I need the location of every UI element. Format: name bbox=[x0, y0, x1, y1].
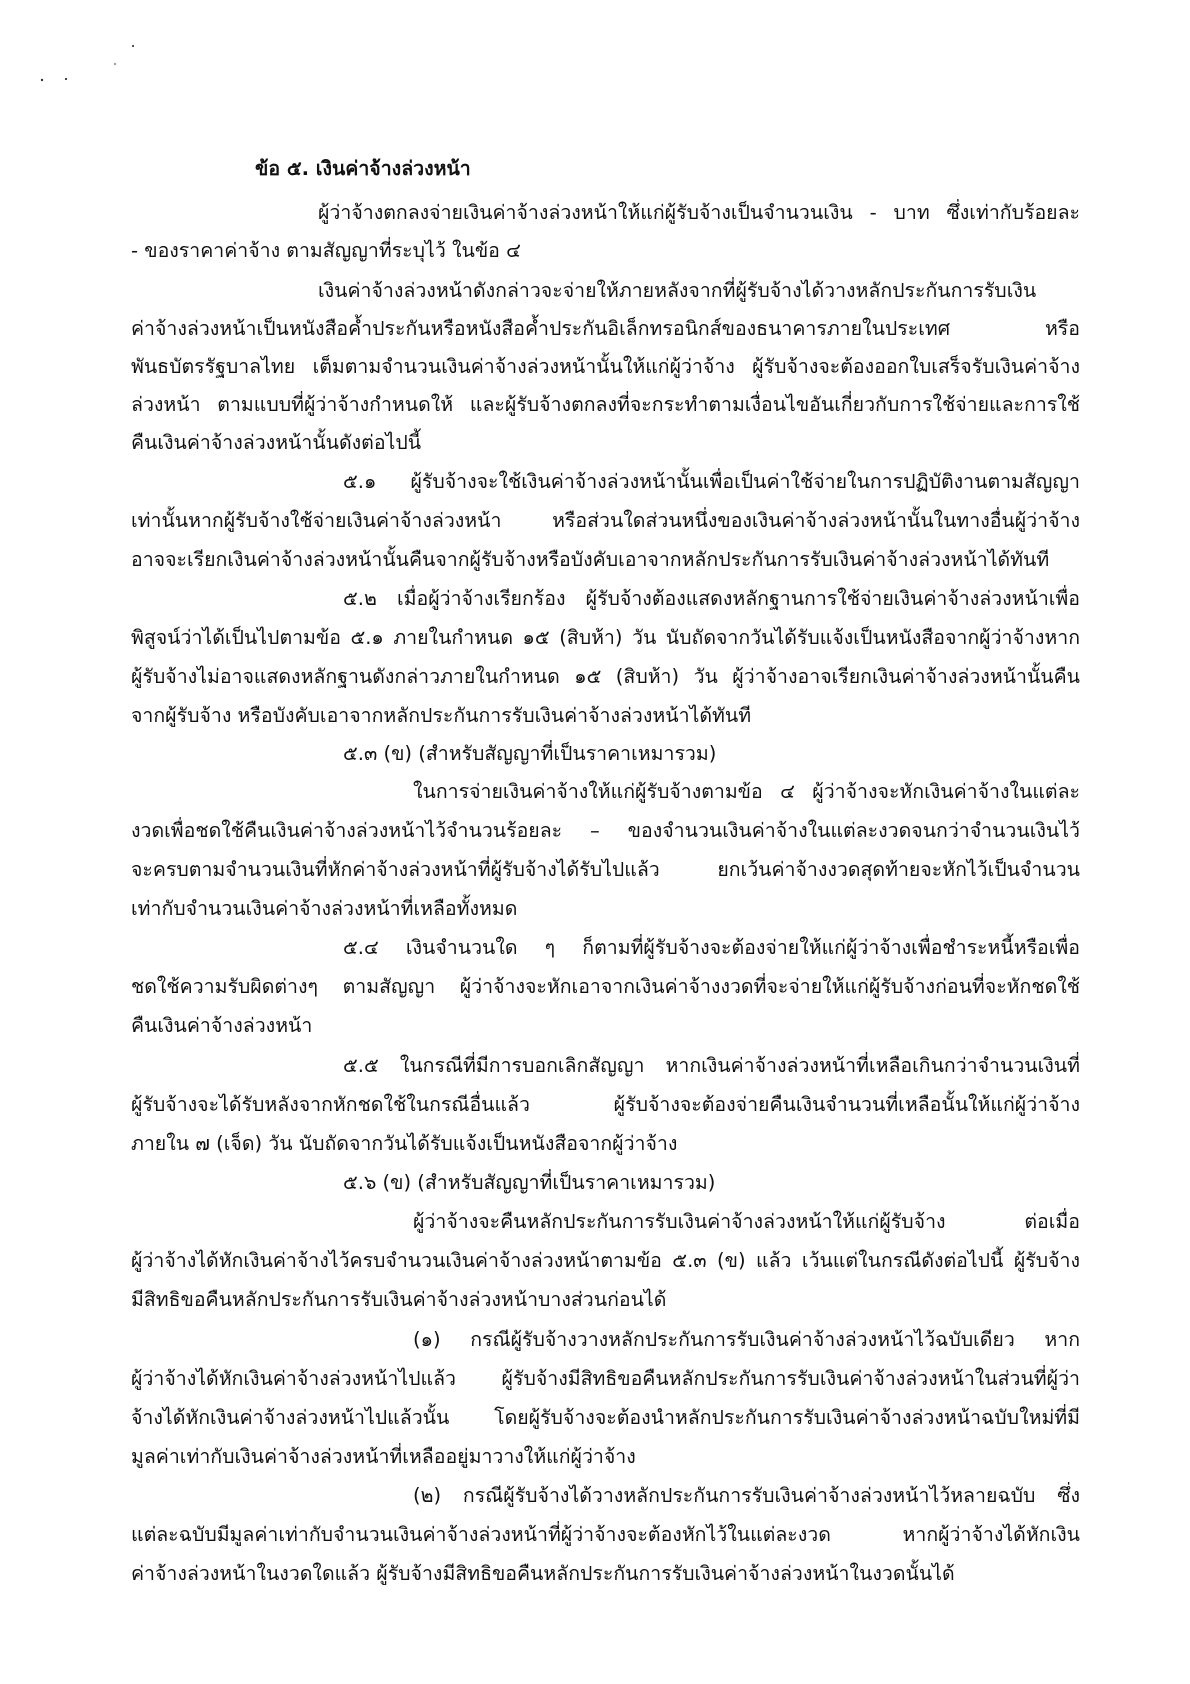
scan-specks bbox=[30, 40, 150, 100]
section-heading: ข้อ ๕. เงินค่าจ้างล่วงหน้า bbox=[255, 157, 471, 180]
paragraph-line: จ้างได้หักเงินค่าจ้างล่วงหน้าไปแล้วนั้น โดยผู้รับจ้างจะต้องนำหลักประกันการรับเงินค่าจ้างล่วงหน้าฉบับใหม่ที่มี bbox=[131, 1406, 1080, 1429]
paragraph-line: (๑) กรณีผู้รับจ้างวางหลักประกันการรับเงินค่าจ้างล่วงหน้าไว้ฉบับเดียว หาก bbox=[413, 1328, 1080, 1351]
paragraph-line: คืนเงินค่าจ้างล่วงหน้านั้นดังต่อไปนี้ bbox=[131, 431, 422, 454]
paragraph-line: ๕.๔ เงินจำนวนใด ๆ ก็ตามที่ผู้รับจ้างจะต้องจ่ายให้แก่ผู้ว่าจ้างเพื่อชำระหนี้หรือเพื่อ bbox=[343, 936, 1080, 959]
paragraph-line: ผู้รับจ้างจะได้รับหลังจากหักชดใช้ในกรณีอื่นแล้ว ผู้รับจ้างจะต้องจ่ายคืนเงินจำนวนที่เหลือนั้นให้แก่ผู้ว่าจ้าง bbox=[131, 1093, 1080, 1116]
paragraph-line: งวดเพื่อชดใช้คืนเงินค่าจ้างล่วงหน้าไว้จำนวนร้อยละ – ของจำนวนเงินค่าจ้างในแต่ละงวดจนกว่าจำนวนเงินไว้ bbox=[131, 819, 1080, 842]
paragraph-line: แต่ละฉบับมีมูลค่าเท่ากับจำนวนเงินค่าจ้างล่วงหน้าที่ผู้ว่าจ้างจะต้องหักไว้ในแต่ละงวด หากผู้ว่าจ้างได้หักเงิน bbox=[131, 1523, 1080, 1546]
paragraph-line: ค่าจ้างล่วงหน้าเป็นหนังสือค้ำประกันหรือหนังสือค้ำประกันอิเล็กทรอนิกส์ของธนาคารภายในประเทศ หรือ bbox=[131, 317, 1080, 340]
paragraph-line: จากผู้รับจ้าง หรือบังคับเอาจากหลักประกันการรับเงินค่าจ้างล่วงหน้าได้ทันที bbox=[131, 704, 752, 727]
paragraph-line: - ของราคาค่าจ้าง ตามสัญญาที่ระบุไว้ ในข้อ ๔ bbox=[131, 239, 521, 262]
paragraph-line: พิสูจน์ว่าได้เป็นไปตามข้อ ๕.๑ ภายในกำหนด ๑๕ (สิบห้า) วัน นับถัดจากวันได้รับแจ้งเป็นหนังสือจากผู้ว่าจ้างหาก bbox=[131, 626, 1080, 649]
paragraph-line: เงินค่าจ้างล่วงหน้าดังกล่าวจะจ่ายให้ภายหลังจากที่ผู้รับจ้างได้วางหลักประกันการรับเงิน bbox=[318, 279, 1037, 302]
paragraph-line: ผู้ว่าจ้างจะคืนหลักประกันการรับเงินค่าจ้างล่วงหน้าให้แก่ผู้รับจ้าง ต่อเมื่อ bbox=[413, 1210, 1080, 1233]
paragraph-line: (๒) กรณีผู้รับจ้างได้วางหลักประกันการรับเงินค่าจ้างล่วงหน้าไว้หลายฉบับ ซึ่ง bbox=[413, 1484, 1080, 1507]
paragraph-line: ชดใช้ความรับผิดต่างๆ ตามสัญญา ผู้ว่าจ้างจะหักเอาจากเงินค่าจ้างงวดที่จะจ่ายให้แก่ผู้รับจ้างก่อนที่จะหักชดใช้ bbox=[131, 975, 1080, 998]
paragraph-line: คืนเงินค่าจ้างล่วงหน้า bbox=[131, 1014, 313, 1037]
paragraph-line: ผู้ว่าจ้างได้หักเงินค่าจ้างไว้ครบจำนวนเงินค่าจ้างล่วงหน้าตามข้อ ๕.๓ (ข) แล้ว เว้นแต่ในกรณีดังต่อไปนี้ ผู้รับจ้าง bbox=[131, 1249, 1080, 1272]
paragraph-line: ผู้รับจ้างไม่อาจแสดงหลักฐานดังกล่าวภายในกำหนด ๑๕ (สิบห้า) วัน ผู้ว่าจ้างอาจเรียกเงินค่าจ้างล่วงหน้านั้นคืน bbox=[131, 665, 1080, 688]
paragraph-line: จะครบตามจำนวนเงินที่หักค่าจ้างล่วงหน้าที่ผู้รับจ้างได้รับไปแล้ว ยกเว้นค่าจ้างงวดสุดท้ายจะหักไว้เป็นจำนวน bbox=[131, 858, 1080, 881]
paragraph-line: อาจจะเรียกเงินค่าจ้างล่วงหน้านั้นคืนจากผู้รับจ้างหรือบังคับเอาจากหลักประกันการรับเงินค่าจ้างล่วงหน้าได้ทันที bbox=[131, 548, 1050, 571]
paragraph-line: ๕.๓ (ข) (สำหรับสัญญาที่เป็นราคาเหมารวม) bbox=[343, 742, 717, 765]
paragraph-line: ในการจ่ายเงินค่าจ้างให้แก่ผู้รับจ้างตามข้อ ๔ ผู้ว่าจ้างจะหักเงินค่าจ้างในแต่ละ bbox=[413, 780, 1080, 803]
paragraph-line: ภายใน ๗ (เจ็ด) วัน นับถัดจากวันได้รับแจ้งเป็นหนังสือจากผู้ว่าจ้าง bbox=[131, 1132, 678, 1155]
paragraph-line: ๕.๕ ในกรณีที่มีการบอกเลิกสัญญา หากเงินค่าจ้างล่วงหน้าที่เหลือเกินกว่าจำนวนเงินที่ bbox=[343, 1054, 1080, 1077]
paragraph-line: ผู้ว่าจ้างได้หักเงินค่าจ้างล่วงหน้าไปแล้ว ผู้รับจ้างมีสิทธิขอคืนหลักประกันการรับเงินค่าจ้างล่วงหน้าในส่วนที่ผู้ว่า bbox=[131, 1367, 1080, 1390]
paragraph-line: เท่ากับจำนวนเงินค่าจ้างล่วงหน้าที่เหลือทั้งหมด bbox=[131, 897, 518, 920]
paragraph-line: เท่านั้นหากผู้รับจ้างใช้จ่ายเงินค่าจ้างล่วงหน้า หรือส่วนใดส่วนหนึ่งของเงินค่าจ้างล่วงหน้านั้นในทางอื่นผู้ว่าจ้าง bbox=[131, 509, 1080, 532]
paragraph-line: มูลค่าเท่ากับเงินค่าจ้างล่วงหน้าที่เหลืออยู่มาวางให้แก่ผู้ว่าจ้าง bbox=[131, 1445, 636, 1468]
paragraph-line: มีสิทธิขอคืนหลักประกันการรับเงินค่าจ้างล่วงหน้าบางส่วนก่อนได้ bbox=[131, 1288, 667, 1311]
paragraph-line: พันธบัตรรัฐบาลไทย เต็มตามจำนวนเงินค่าจ้างล่วงหน้านั้นให้แก่ผู้ว่าจ้าง ผู้รับจ้างจะต้องออกใบเสร็จรับเงินค่าจ้าง bbox=[131, 355, 1080, 378]
paragraph-line: ค่าจ้างล่วงหน้าในงวดใดแล้ว ผู้รับจ้างมีสิทธิขอคืนหลักประกันการรับเงินค่าจ้างล่วงหน้าในงวดนั้นได้ bbox=[131, 1562, 955, 1585]
paragraph-line: ๕.๒ เมื่อผู้ว่าจ้างเรียกร้อง ผู้รับจ้างต้องแสดงหลักฐานการใช้จ่ายเงินค่าจ้างล่วงหน้าเพื่อ bbox=[343, 587, 1080, 610]
paragraph-line: ผู้ว่าจ้างตกลงจ่ายเงินค่าจ้างล่วงหน้าให้แก่ผู้รับจ้างเป็นจำนวนเงิน - บาท ซึ่งเท่ากับร้อยละ bbox=[318, 201, 1080, 224]
paragraph-line: ๕.๖ (ข) (สำหรับสัญญาที่เป็นราคาเหมารวม) bbox=[343, 1171, 716, 1194]
paragraph-line: ล่วงหน้า ตามแบบที่ผู้ว่าจ้างกำหนดให้ และผู้รับจ้างตกลงที่จะกระทำตามเงื่อนไขอันเกี่ยวกับการใช้จ่ายและการใช้ bbox=[131, 393, 1080, 416]
paragraph-line: ๕.๑ ผู้รับจ้างจะใช้เงินค่าจ้างล่วงหน้านั้นเพื่อเป็นค่าใช้จ่ายในการปฏิบัติงานตามสัญญา bbox=[343, 470, 1080, 493]
